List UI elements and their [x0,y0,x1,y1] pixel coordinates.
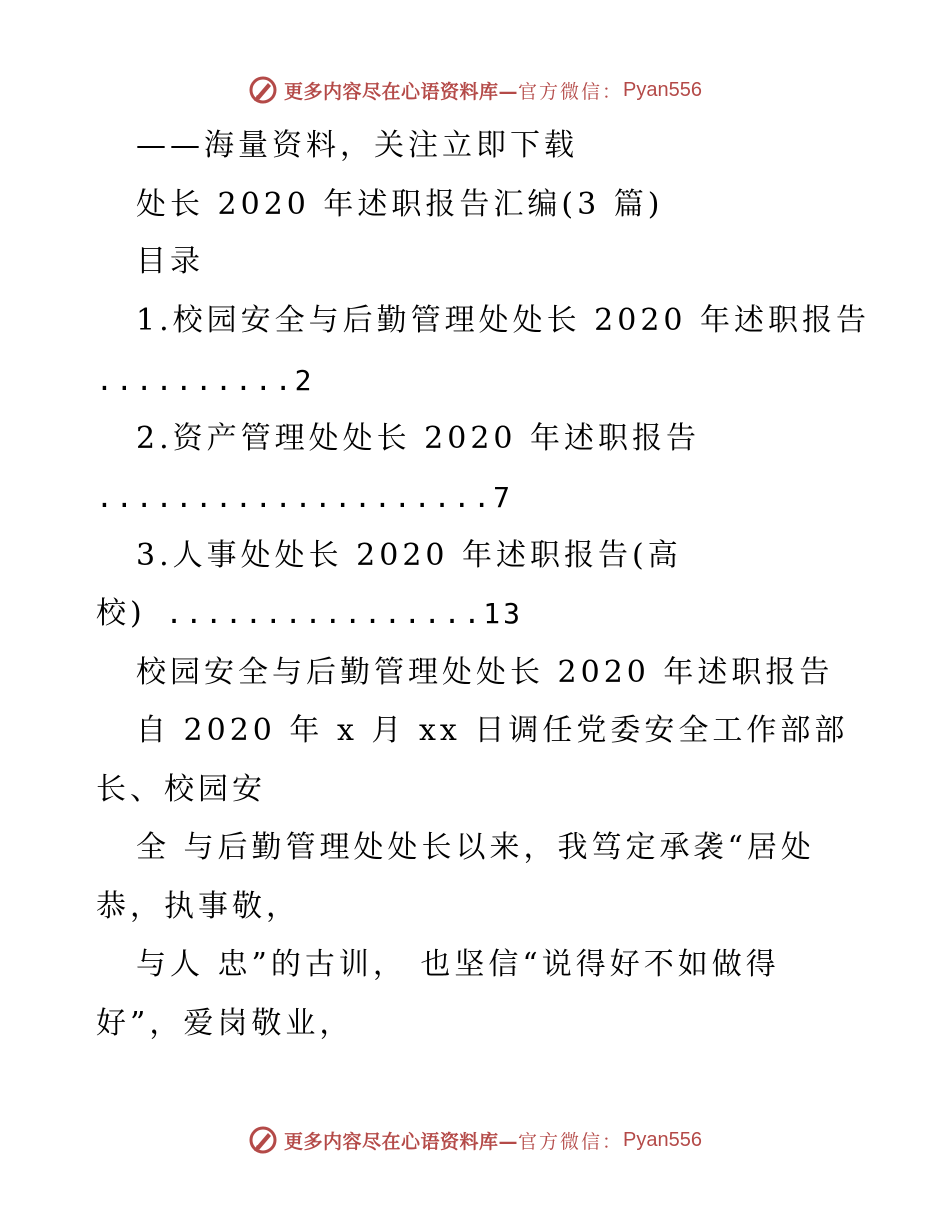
banner-text: 更多内容尽在心语资料库— [284,80,519,103]
toc-heading: 目录 [136,244,204,279]
header-banner [0,70,950,110]
pen-logo-icon [248,75,278,105]
banner-text: 更多内容尽在心语资料库— [284,1130,519,1153]
toc-item-3-continued [96,594,523,634]
toc-item-3-tail: 校) [96,596,146,631]
body-line-3: 全 与后勤管理处处长以来，我笃定承袭“居处 [136,830,815,865]
toc-item-2-leader: ....................7 [96,481,514,514]
banner-wechat-id: Pyan556 [623,1128,702,1151]
toc-item-1: 1.校园安全与后勤管理处处长 2020 年述职报告 [136,303,871,338]
footer-banner [0,1120,950,1160]
toc-item-3: 3.人事处处长 2020 年述职报告(高 [136,538,682,573]
body-line-1: 自 2020 年 x 月 xx 日调任党委安全工作部部 [136,713,849,748]
toc-item-2: 2.资产管理处处长 2020 年述职报告 [136,421,701,456]
intro-line: ——海量资料，关注立即下载 [136,128,578,163]
toc-item-3-leader: ................13 [145,597,524,630]
banner-wechat-label: 官方微信： [518,80,624,103]
banner-wechat-label: 官方微信： [518,1130,624,1153]
toc-item-1-leader: ..........2 [96,364,315,397]
body-line-2: 长、校园安 [96,772,266,807]
banner-wechat-id: Pyan556 [623,78,702,101]
document-title: 处长 2020 年述职报告汇编(3 篇) [136,187,664,222]
body-line-4: 恭，执事敬， [96,889,300,924]
pen-logo-icon [248,1125,278,1155]
body-line-6: 好”，爱岗敬业， [96,1006,354,1041]
body-line-5: 与人 忠”的古训， 也坚信“说得好不如做得 [136,947,780,982]
section-title: 校园安全与后勤管理处处长 2020 年述职报告 [136,655,834,690]
